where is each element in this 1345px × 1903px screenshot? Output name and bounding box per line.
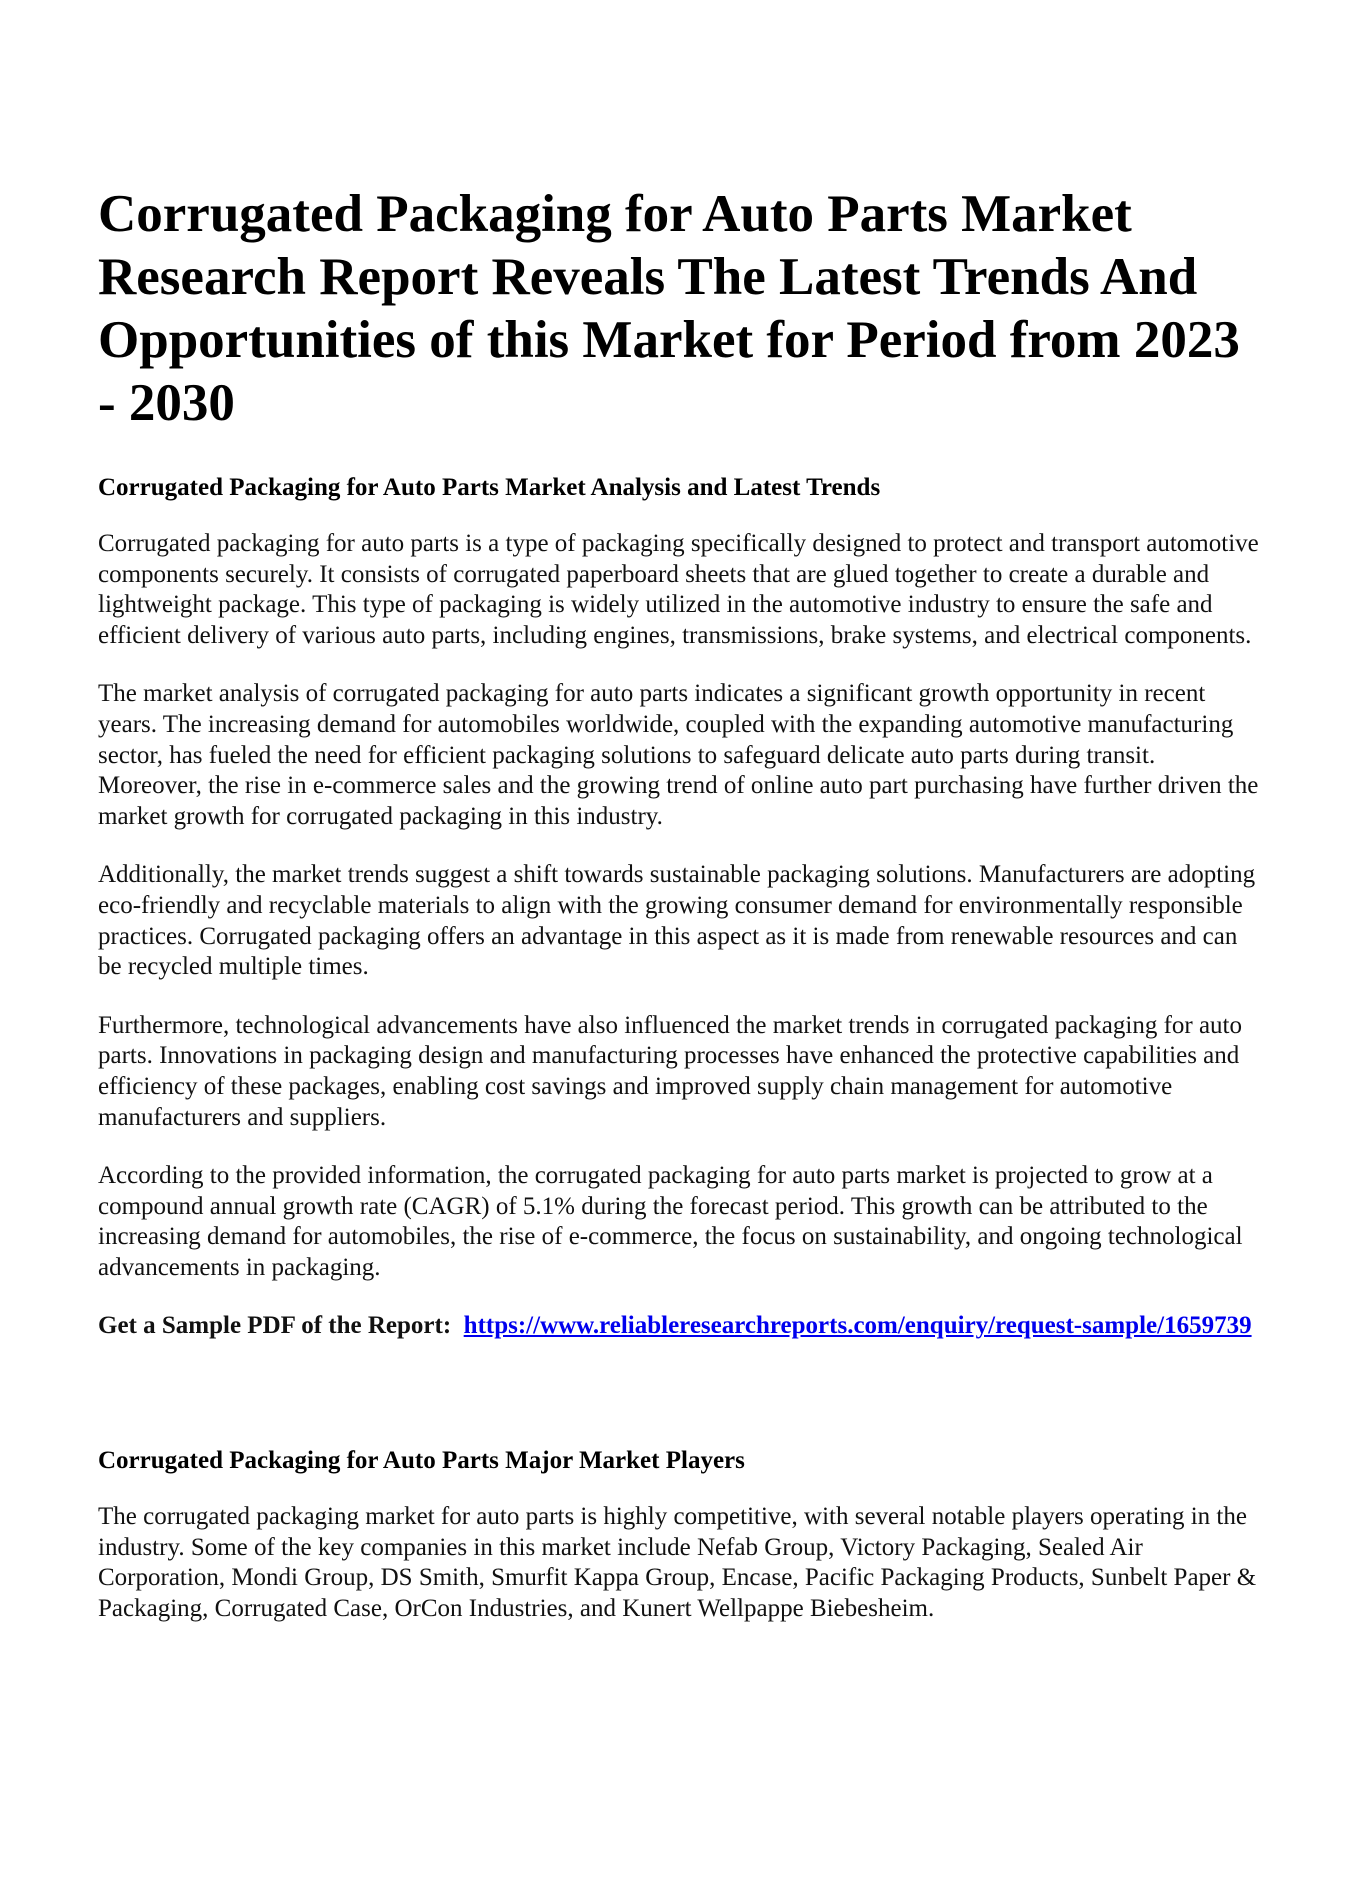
paragraph: Furthermore, technological advancements have also influenced the market trends in corrugated packaging for auto parts. Innovations in packaging design and manufacturing processes have enhanced the protective capabilities and efficiency of these packages, enabling cost savings and improved supply chain management for automotive manufacturers and suppliers. [98, 1011, 1243, 1131]
page-title: Corrugated Packaging for Auto Parts Market Research Report Reveals The Latest Trends And Opportunities of this Market for Period from 2023 - 2030 [98, 185, 1240, 432]
section-heading-players: Corrugated Packaging for Auto Parts Major Market Players [98, 1447, 745, 1475]
sample-pdf-label: Get a Sample PDF of the Report: [98, 1312, 452, 1340]
paragraph: Corrugated packaging for auto parts is a type of packaging specifically designed to protect and transport automotive components securely. It consists of corrugated paperboard sheets that are glued together to create a durable and lightweight package. This type of packaging is widely utilized in the automotive industry to ensure the safe and efficient delivery of various auto parts, including engines, transmissions, brake systems, and electrical components. [98, 530, 1259, 649]
sample-pdf-line [98, 1311, 1260, 1342]
section-heading-analysis: Corrugated Packaging for Auto Parts Market Analysis and Latest Trends [98, 474, 881, 501]
paragraph: According to the provided information, the corrugated packaging for auto parts market is projected to grow at a compound annual growth rate (CAGR) of 5.1% during the forecast period. This growth can be attributed to the increasing demand for automobiles, the rise of e-commerce, the focus on sustainability, and ongoing technological advancements in packaging. [98, 1162, 1243, 1281]
sample-pdf-link[interactable]: https://www.reliableresearchreports.com/enquiry/request-sample/1659739 [463, 1312, 1252, 1340]
paragraph: The market analysis of corrugated packaging for auto parts indicates a significant growth opportunity in recent years. The increasing demand for automobiles worldwide, coupled with the expanding automotive manufacturing sector, has fueled the need for efficient packaging solutions to safeguard delicate auto parts during transit. Moreover, the rise in e-commerce sales and the growing trend of online auto part purchasing have further driven the market growth for corrugated packaging in this industry. [98, 680, 1259, 830]
paragraph: Additionally, the market trends suggest a shift towards sustainable packaging solutions. Manufacturers are adopting eco-friendly and recyclable materials to align with the growing consumer demand for environmentally responsible practices. Corrugated packaging offers an advantage in this aspect as it is made from renewable resources and can be recycled multiple times. [98, 861, 1256, 981]
document-page [98, 183, 1260, 1652]
paragraph: The corrugated packaging market for auto parts is highly competitive, with several notable players operating in the industry. Some of the key companies in this market include Nefab Group, Victory Packaging, Sealed Air Corporation, Mondi Group, DS Smith, Smurfit Kappa Group, Encase, Pacific Packaging Products, Sunbelt Paper & Packaging, Corrugated Case, OrCon Industries, and Kunert Wellpappe Biebesheim. [98, 1503, 1257, 1622]
